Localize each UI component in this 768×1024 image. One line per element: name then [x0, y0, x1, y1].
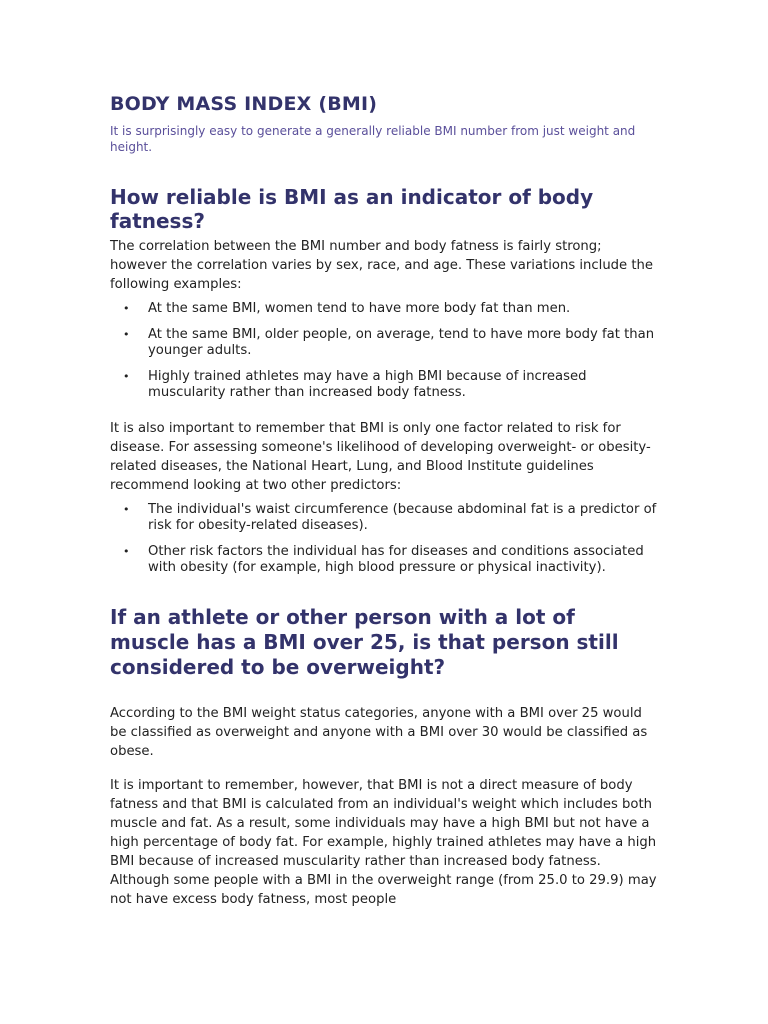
list-item-text: Highly trained athletes may have a high BMI because of increased muscularity rather than increased body fatness.	[148, 368, 587, 400]
section-heading-reliability: How reliable is BMI as an indicator of body fatness?	[110, 185, 594, 233]
bullet-icon: •	[123, 544, 130, 558]
list-item-text: At the same BMI, older people, on average, tend to have more body fat than younger adults.	[148, 326, 655, 358]
list-item	[110, 544, 660, 577]
list-item-text: The individual's waist circumference (because abdominal fat is a predictor of risk for obesity-related diseases).	[148, 501, 657, 533]
document-page	[110, 92, 670, 909]
bullet-icon: •	[123, 302, 130, 315]
list-item	[110, 369, 660, 402]
bullet-icon: •	[123, 327, 130, 341]
variation-examples-list	[110, 301, 670, 402]
bullet-icon: •	[123, 502, 130, 516]
bullet-icon: •	[123, 369, 130, 383]
section-heading-athlete: If an athlete or other person with a lot of muscle has a BMI over 25, is that person still considered to be overweight?	[110, 604, 619, 679]
list-item-text: At the same BMI, women tend to have more body fat than men.	[148, 301, 571, 316]
predictors-list	[110, 502, 670, 577]
bmi-categories-paragraph: According to the BMI weight status categories, anyone with a BMI over 25 would be classified as overweight and anyone with a BMI over 30 would be classified as obese.	[110, 705, 648, 759]
bmi-muscle-paragraph: It is important to remember, however, that BMI is not a direct measure of body fatness and that BMI is calculated from an individual's weight which includes both muscle and fat. As a result, some individuals may have a high BMI but not have a high percentage of body fat. For example, highly trained athletes may have a high BMI because of increased muscularity rather than increased body fatness. Although some people with a BMI in the overweight range (from 25.0 to 29.9) may not have excess body fatness, most people	[110, 777, 657, 907]
list-item-text: Other risk factors the individual has for diseases and conditions associated with obesity (for example, high blood pressure or physical inactivity).	[148, 543, 644, 575]
list-item	[110, 502, 660, 535]
page-subtitle: It is surprisingly easy to generate a generally reliable BMI number from just weight and height.	[110, 124, 636, 154]
reliability-intro-paragraph: The correlation between the BMI number and body fatness is fairly strong; however the correlation varies by sex, race, and age. These variations include the following examples:	[110, 239, 653, 292]
risk-factors-paragraph: It is also important to remember that BMI is only one factor related to risk for disease. For assessing someone's likelihood of developing overweight- or obesity-related diseases, the National Heart, Lung, and Blood Institute guidelines recommend looking at two other predictors:	[110, 420, 651, 493]
page-title: BODY MASS INDEX (BMI)	[110, 93, 378, 115]
list-item	[110, 301, 660, 318]
list-item	[110, 327, 660, 360]
